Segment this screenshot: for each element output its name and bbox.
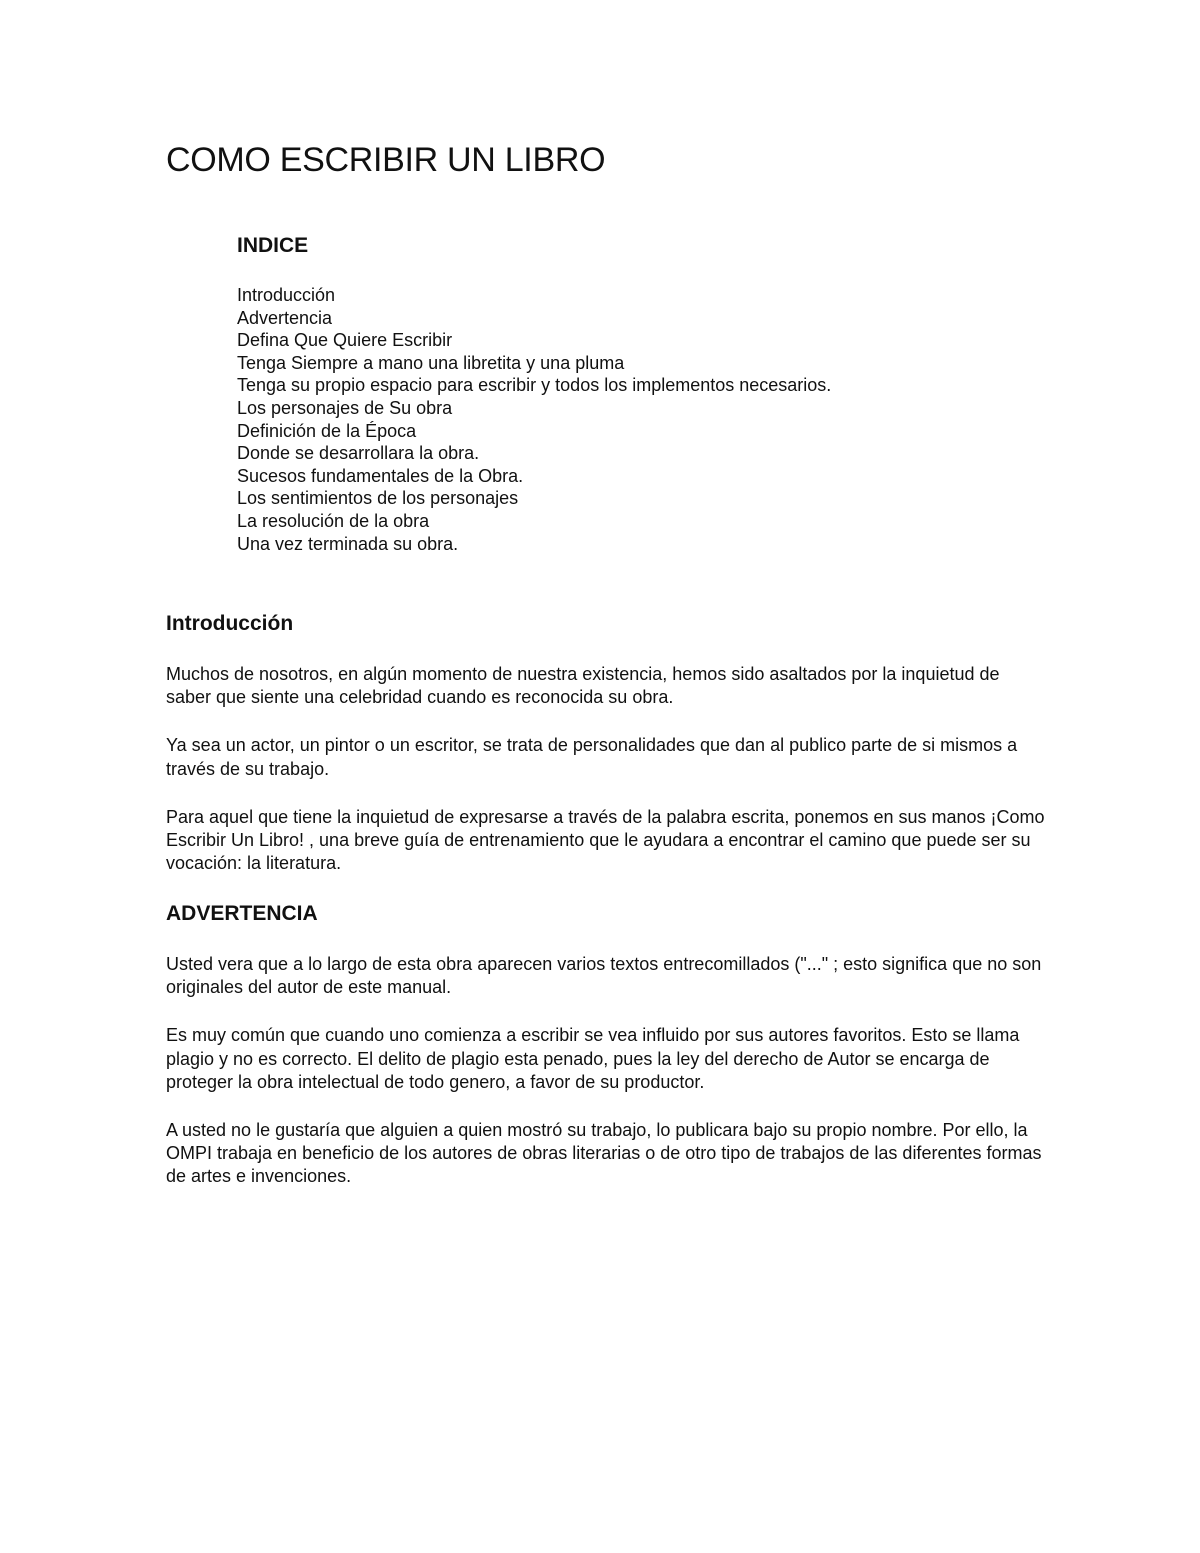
section-introduccion — [166, 610, 1046, 875]
toc-item: Los sentimientos de los personajes — [237, 488, 519, 509]
toc-item: Tenga su propio espacio para escribir y todos los implementos necesarios. — [237, 375, 832, 396]
toc-item: Defina Que Quiere Escribir — [237, 330, 453, 351]
section-heading-advertencia: ADVERTENCIA — [166, 902, 318, 925]
toc-heading: INDICE — [237, 234, 309, 257]
toc-item: Introducción — [237, 285, 336, 305]
toc-item: Donde se desarrollara la obra. — [237, 443, 480, 464]
toc-list — [237, 284, 1117, 555]
toc-item: Advertencia — [237, 307, 333, 328]
paragraph: Ya sea un actor, un pintor o un escritor, se trata de personalidades que dan al publico parte de si mismos a través de su trabajo. — [166, 735, 1018, 779]
document-title: COMO ESCRIBIR UN LIBRO — [166, 141, 606, 179]
paragraph: Usted vera que a lo largo de esta obra aparecen varios textos entrecomillados ("..." ; esto significa que no son originales del autor de este manual. — [166, 954, 1042, 998]
toc-item: Tenga Siempre a mano una libretita y una pluma — [237, 352, 625, 373]
section-advertencia — [166, 900, 1046, 1189]
toc-item: Una vez terminada su obra. — [237, 533, 459, 554]
toc-item: Sucesos fundamentales de la Obra. — [237, 465, 524, 486]
paragraph: Muchos de nosotros, en algún momento de nuestra existencia, hemos sido asaltados por la inquietud de saber que siente una celebridad cuando es reconocida su obra. — [166, 664, 1000, 708]
table-of-contents — [237, 232, 1117, 555]
paragraph: A usted no le gustaría que alguien a quien mostró su trabajo, lo publicara bajo su propio nombre. Por ello, la OMPI trabaja en beneficio de los autores de obras literarias o de otro tipo de trabajos de las diferentes formas de artes e invenciones. — [166, 1120, 1042, 1187]
toc-item: Los personajes de Su obra — [237, 397, 453, 418]
toc-item: La resolución de la obra — [237, 510, 430, 531]
paragraph: Para aquel que tiene la inquietud de expresarse a través de la palabra escrita, ponemos en sus manos ¡Como Escribir Un Libro! , una breve guía de entrenamiento que le ayudara a encontrar el camino que puede ser su vocación: la literatura. — [166, 806, 1045, 874]
section-heading-introduccion: Introducción — [166, 612, 294, 635]
toc-item: Definición de la Época — [237, 420, 417, 441]
paragraph: Es muy común que cuando uno comienza a escribir se vea influido por sus autores favoritos. Esto se llama plagio y no es correcto. El delito de plagio esta penado, pues la ley del derecho de Autor se encarga de proteger la obra intelectual de todo genero, a favor de su productor. — [166, 1025, 1020, 1092]
